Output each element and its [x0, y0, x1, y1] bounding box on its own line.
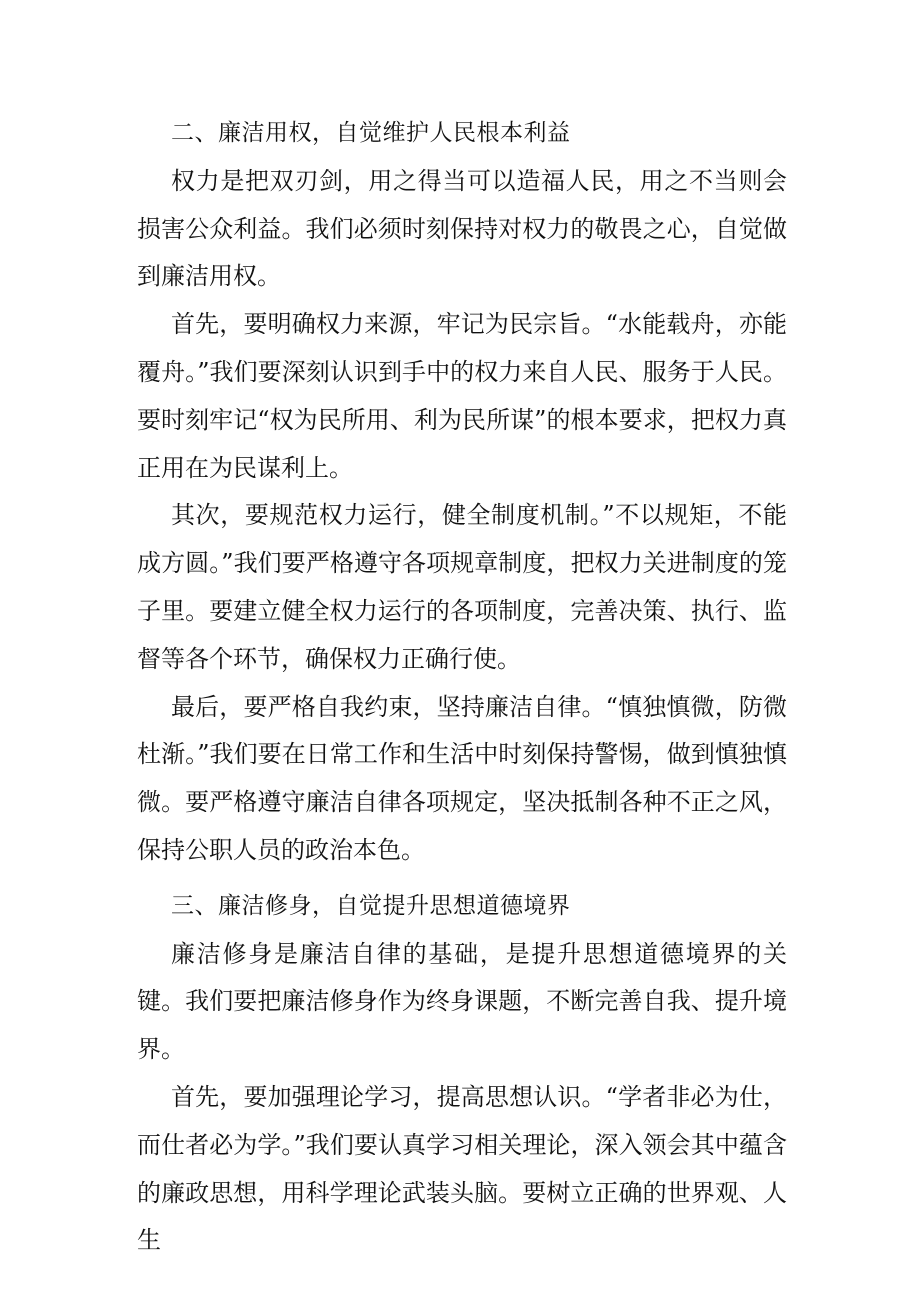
paragraph: 权力是把双刃剑，用之得当可以造福人民，用之不当则会损害公众利益。我们必须时刻保持对权力的敬畏之心，自觉做到廉洁用权。 — [137, 166, 787, 291]
section-heading-3: 三、廉洁修身，自觉提升思想道德境界 — [171, 892, 571, 919]
paragraph: 最后，要严格自我约束，坚持廉洁自律。“慎独慎微，防微杜渐。”我们要在日常工作和生活中时刻保持警惕，做到慎独慎微。要严格遵守廉洁自律各项规定，坚决抵制各种不正之风，保持公职人员的政治本色。 — [137, 692, 787, 864]
section-heading-2: 二、廉洁用权，自觉维护人民根本利益 — [171, 120, 571, 146]
paragraph: 廉洁修身是廉洁自律的基础，是提升思想道德境界的关键。我们要把廉洁修身作为终身课题，不断完善自我、提升境界。 — [137, 939, 787, 1064]
paragraph: 首先，要加强理论学习，提高思想认识。“学者非必为仕，而仕者必为学。”我们要认真学习相关理论，深入领会其中蕴含的廉政思想，用科学理论武装头脑。要树立正确的世界观、人生 — [137, 1082, 787, 1255]
paragraph: 首先，要明确权力来源，牢记为民宗旨。“水能载舟，亦能覆舟。”我们要深刻认识到手中的权力来自人民、服务于人民。要时刻牢记“权为民所用、利为民所谋”的根本要求，把权力真正用在为民谋利上。 — [137, 310, 787, 482]
document-body — [137, 110, 787, 1265]
paragraph: 其次，要规范权力运行，健全制度机制。”不以规矩，不能成方圆。”我们要严格遵守各项规章制度，把权力关进制度的笼子里。要建立健全权力运行的各项制度，完善决策、执行、监督等各个环节，确保权力正确行使。 — [137, 501, 787, 673]
